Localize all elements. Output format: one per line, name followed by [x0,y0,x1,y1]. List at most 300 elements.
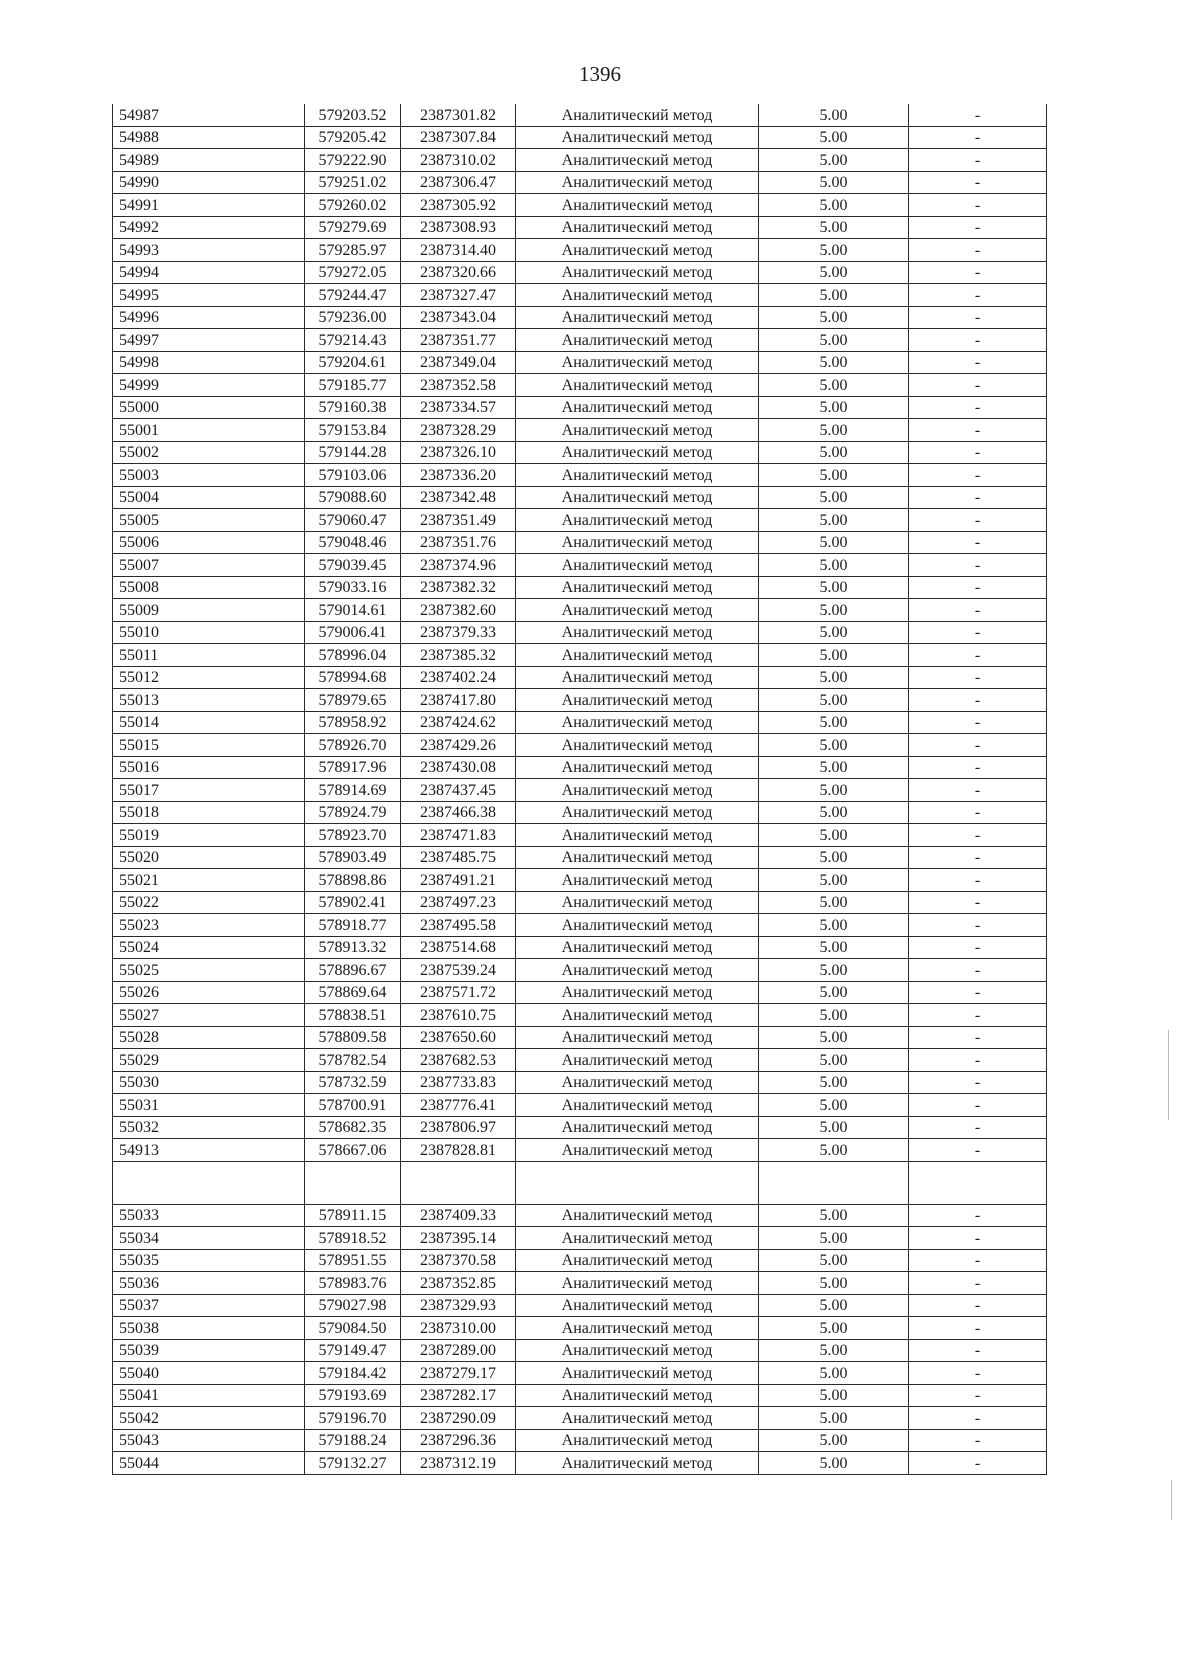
method-cell: Аналитический метод [516,1452,759,1475]
x-coordinate-cell: 578994.68 [305,666,401,689]
note-cell: - [909,981,1047,1004]
method-cell: Аналитический метод [516,261,759,284]
point-number-cell: 55035 [113,1249,305,1272]
point-number-cell: 54992 [113,216,305,239]
table-row [113,846,1047,869]
table-row [113,1362,1047,1385]
table-row [113,1407,1047,1430]
table-row [113,779,1047,802]
note-cell: - [909,824,1047,847]
note-cell: - [909,1139,1047,1162]
note-cell: - [909,149,1047,172]
table-row [113,351,1047,374]
y-coordinate-cell: 2387382.32 [401,576,516,599]
y-coordinate-cell: 2387379.33 [401,621,516,644]
x-coordinate-cell: 579033.16 [305,576,401,599]
accuracy-cell: 5.00 [759,1139,909,1162]
method-cell: Аналитический метод [516,149,759,172]
y-coordinate-cell: 2387650.60 [401,1026,516,1049]
point-number-cell: 55020 [113,846,305,869]
method-cell [516,1161,759,1204]
note-cell: - [909,644,1047,667]
accuracy-cell: 5.00 [759,261,909,284]
page-number: 1396 [579,62,621,86]
y-coordinate-cell: 2387301.82 [401,104,516,126]
point-number-cell: 55005 [113,509,305,532]
x-coordinate-cell: 578898.86 [305,869,401,892]
accuracy-cell: 5.00 [759,801,909,824]
accuracy-cell: 5.00 [759,509,909,532]
point-number-cell: 55042 [113,1407,305,1430]
table-row [113,711,1047,734]
note-cell: - [909,711,1047,734]
accuracy-cell: 5.00 [759,216,909,239]
note-cell: - [909,194,1047,217]
point-number-cell: 55039 [113,1339,305,1362]
scan-artifact [1171,1480,1172,1520]
table-row [113,306,1047,329]
y-coordinate-cell: 2387308.93 [401,216,516,239]
y-coordinate-cell: 2387370.58 [401,1249,516,1272]
y-coordinate-cell: 2387314.40 [401,239,516,262]
table-row [113,509,1047,532]
note-cell: - [909,216,1047,239]
note-cell: - [909,734,1047,757]
scan-artifact [1168,1030,1169,1120]
note-cell: - [909,261,1047,284]
table-row [113,914,1047,937]
y-coordinate-cell: 2387485.75 [401,846,516,869]
accuracy-cell: 5.00 [759,891,909,914]
accuracy-cell: 5.00 [759,1294,909,1317]
note-cell: - [909,779,1047,802]
x-coordinate-cell: 579132.27 [305,1452,401,1475]
note-cell: - [909,1094,1047,1117]
table-row [113,756,1047,779]
table-row [113,374,1047,397]
accuracy-cell: 5.00 [759,1116,909,1139]
x-coordinate-cell: 579144.28 [305,441,401,464]
x-coordinate-cell: 578667.06 [305,1139,401,1162]
y-coordinate-cell: 2387429.26 [401,734,516,757]
note-cell: - [909,1272,1047,1295]
accuracy-cell: 5.00 [759,374,909,397]
table-row [113,644,1047,667]
point-number-cell: 55037 [113,1294,305,1317]
table-row [113,194,1047,217]
point-number-cell: 55024 [113,936,305,959]
note-cell: - [909,1071,1047,1094]
table-row [113,104,1047,126]
note-cell: - [909,1204,1047,1227]
method-cell: Аналитический метод [516,1339,759,1362]
x-coordinate-cell: 579236.00 [305,306,401,329]
method-cell: Аналитический метод [516,711,759,734]
y-coordinate-cell: 2387334.57 [401,396,516,419]
point-number-cell: 55007 [113,554,305,577]
point-number-cell: 55025 [113,959,305,982]
note-cell: - [909,554,1047,577]
x-coordinate-cell [305,1161,401,1204]
y-coordinate-cell: 2387682.53 [401,1049,516,1072]
table-row [113,621,1047,644]
accuracy-cell: 5.00 [759,1407,909,1430]
y-coordinate-cell: 2387806.97 [401,1116,516,1139]
note-cell: - [909,509,1047,532]
note-cell: - [909,1429,1047,1452]
point-number-cell: 55015 [113,734,305,757]
x-coordinate-cell: 578914.69 [305,779,401,802]
point-number-cell: 55018 [113,801,305,824]
point-number-cell: 55008 [113,576,305,599]
method-cell: Аналитический метод [516,666,759,689]
method-cell: Аналитический метод [516,846,759,869]
method-cell: Аналитический метод [516,824,759,847]
y-coordinate-cell: 2387417.80 [401,689,516,712]
point-number-cell: 55016 [113,756,305,779]
table-row [113,689,1047,712]
method-cell: Аналитический метод [516,1317,759,1340]
x-coordinate-cell: 578911.15 [305,1204,401,1227]
method-cell: Аналитический метод [516,239,759,262]
y-coordinate-cell: 2387282.17 [401,1384,516,1407]
point-number-cell: 55019 [113,824,305,847]
accuracy-cell: 5.00 [759,126,909,149]
table-row [113,801,1047,824]
table-row [113,554,1047,577]
point-number-cell: 55026 [113,981,305,1004]
note-cell: - [909,914,1047,937]
point-number-cell: 54988 [113,126,305,149]
table-row [113,1071,1047,1094]
table-row-blank [113,1161,1047,1204]
table-row [113,1429,1047,1452]
note-cell: - [909,756,1047,779]
x-coordinate-cell: 579188.24 [305,1429,401,1452]
x-coordinate-cell: 579272.05 [305,261,401,284]
table-row [113,1227,1047,1250]
point-number-cell: 55040 [113,1362,305,1385]
table-row [113,1094,1047,1117]
point-number-cell: 54994 [113,261,305,284]
accuracy-cell: 5.00 [759,531,909,554]
point-number-cell: 54995 [113,284,305,307]
method-cell: Аналитический метод [516,936,759,959]
y-coordinate-cell: 2387610.75 [401,1004,516,1027]
table-row [113,171,1047,194]
x-coordinate-cell: 578700.91 [305,1094,401,1117]
point-number-cell: 55023 [113,914,305,937]
y-coordinate-cell: 2387329.93 [401,1294,516,1317]
y-coordinate-cell: 2387514.68 [401,936,516,959]
point-number-cell: 55014 [113,711,305,734]
table-row [113,419,1047,442]
table-row [113,1452,1047,1475]
point-number-cell: 54989 [113,149,305,172]
method-cell: Аналитический метод [516,1407,759,1430]
note-cell: - [909,351,1047,374]
table-row [113,441,1047,464]
point-number-cell: 55028 [113,1026,305,1049]
accuracy-cell: 5.00 [759,464,909,487]
method-cell: Аналитический метод [516,891,759,914]
point-number-cell: 55009 [113,599,305,622]
method-cell: Аналитический метод [516,1384,759,1407]
accuracy-cell: 5.00 [759,306,909,329]
accuracy-cell: 5.00 [759,1004,909,1027]
y-coordinate-cell: 2387402.24 [401,666,516,689]
note-cell: - [909,599,1047,622]
y-coordinate-cell: 2387320.66 [401,261,516,284]
note-cell: - [909,1049,1047,1072]
accuracy-cell: 5.00 [759,441,909,464]
point-number-cell: 55033 [113,1204,305,1227]
table-row [113,666,1047,689]
y-coordinate-cell: 2387385.32 [401,644,516,667]
y-coordinate-cell: 2387312.19 [401,1452,516,1475]
accuracy-cell: 5.00 [759,1204,909,1227]
accuracy-cell: 5.00 [759,1317,909,1340]
x-coordinate-cell: 578926.70 [305,734,401,757]
table-row [113,599,1047,622]
accuracy-cell [759,1161,909,1204]
note-cell: - [909,936,1047,959]
y-coordinate-cell: 2387336.20 [401,464,516,487]
method-cell: Аналитический метод [516,419,759,442]
note-cell: - [909,891,1047,914]
note-cell: - [909,576,1047,599]
accuracy-cell: 5.00 [759,171,909,194]
x-coordinate-cell: 578896.67 [305,959,401,982]
table-row [113,216,1047,239]
x-coordinate-cell: 579279.69 [305,216,401,239]
method-cell: Аналитический метод [516,284,759,307]
x-coordinate-cell: 579203.52 [305,104,401,126]
y-coordinate-cell: 2387424.62 [401,711,516,734]
method-cell: Аналитический метод [516,756,759,779]
accuracy-cell: 5.00 [759,576,909,599]
note-cell: - [909,801,1047,824]
accuracy-cell: 5.00 [759,599,909,622]
y-coordinate-cell: 2387327.47 [401,284,516,307]
y-coordinate-cell: 2387349.04 [401,351,516,374]
note-cell: - [909,486,1047,509]
y-coordinate-cell: 2387328.29 [401,419,516,442]
point-number-cell: 54997 [113,329,305,352]
table-row [113,936,1047,959]
accuracy-cell: 5.00 [759,644,909,667]
table-row [113,1384,1047,1407]
note-cell: - [909,104,1047,126]
accuracy-cell: 5.00 [759,1429,909,1452]
table-row [113,959,1047,982]
point-number-cell: 55029 [113,1049,305,1072]
y-coordinate-cell: 2387351.49 [401,509,516,532]
accuracy-cell: 5.00 [759,779,909,802]
accuracy-cell: 5.00 [759,486,909,509]
x-coordinate-cell: 578838.51 [305,1004,401,1027]
x-coordinate-cell: 578782.54 [305,1049,401,1072]
method-cell: Аналитический метод [516,1429,759,1452]
x-coordinate-cell: 578902.41 [305,891,401,914]
point-number-cell: 55011 [113,644,305,667]
x-coordinate-cell: 578996.04 [305,644,401,667]
note-cell: - [909,306,1047,329]
accuracy-cell: 5.00 [759,1339,909,1362]
note-cell: - [909,441,1047,464]
y-coordinate-cell: 2387733.83 [401,1071,516,1094]
table-row [113,734,1047,757]
note-cell: - [909,171,1047,194]
note-cell: - [909,689,1047,712]
x-coordinate-cell: 579285.97 [305,239,401,262]
accuracy-cell: 5.00 [759,1094,909,1117]
point-number-cell: 55027 [113,1004,305,1027]
method-cell: Аналитический метод [516,441,759,464]
accuracy-cell: 5.00 [759,1249,909,1272]
point-number-cell: 55021 [113,869,305,892]
note-cell: - [909,1116,1047,1139]
table-row [113,1026,1047,1049]
note-cell: - [909,621,1047,644]
x-coordinate-cell: 578951.55 [305,1249,401,1272]
x-coordinate-cell: 579251.02 [305,171,401,194]
accuracy-cell: 5.00 [759,351,909,374]
note-cell: - [909,959,1047,982]
accuracy-cell: 5.00 [759,149,909,172]
point-number-cell: 55017 [113,779,305,802]
note-cell: - [909,239,1047,262]
x-coordinate-cell: 579006.41 [305,621,401,644]
method-cell: Аналитический метод [516,329,759,352]
table-row [113,1317,1047,1340]
x-coordinate-cell: 578809.58 [305,1026,401,1049]
x-coordinate-cell: 579222.90 [305,149,401,172]
accuracy-cell: 5.00 [759,104,909,126]
method-cell: Аналитический метод [516,374,759,397]
point-number-cell: 55034 [113,1227,305,1250]
accuracy-cell: 5.00 [759,1272,909,1295]
accuracy-cell: 5.00 [759,1026,909,1049]
note-cell: - [909,1452,1047,1475]
y-coordinate-cell: 2387296.36 [401,1429,516,1452]
method-cell: Аналитический метод [516,464,759,487]
accuracy-cell: 5.00 [759,869,909,892]
x-coordinate-cell: 578903.49 [305,846,401,869]
y-coordinate-cell: 2387343.04 [401,306,516,329]
x-coordinate-cell: 578682.35 [305,1116,401,1139]
x-coordinate-cell: 579196.70 [305,1407,401,1430]
accuracy-cell: 5.00 [759,689,909,712]
x-coordinate-cell: 578869.64 [305,981,401,1004]
table-row [113,464,1047,487]
y-coordinate-cell: 2387437.45 [401,779,516,802]
x-coordinate-cell: 579244.47 [305,284,401,307]
note-cell: - [909,419,1047,442]
point-number-cell: 55013 [113,689,305,712]
method-cell: Аналитический метод [516,486,759,509]
point-number-cell: 54998 [113,351,305,374]
x-coordinate-cell: 579014.61 [305,599,401,622]
x-coordinate-cell: 579185.77 [305,374,401,397]
note-cell [909,1161,1047,1204]
accuracy-cell: 5.00 [759,419,909,442]
x-coordinate-cell: 579260.02 [305,194,401,217]
point-number-cell: 54999 [113,374,305,397]
y-coordinate-cell: 2387497.23 [401,891,516,914]
method-cell: Аналитический метод [516,1071,759,1094]
table-row [113,891,1047,914]
point-number-cell: 55030 [113,1071,305,1094]
x-coordinate-cell: 578917.96 [305,756,401,779]
note-cell: - [909,869,1047,892]
method-cell: Аналитический метод [516,104,759,126]
method-cell: Аналитический метод [516,1272,759,1295]
table-row [113,1049,1047,1072]
y-coordinate-cell: 2387352.85 [401,1272,516,1295]
accuracy-cell: 5.00 [759,239,909,262]
y-coordinate-cell: 2387279.17 [401,1362,516,1385]
accuracy-cell: 5.00 [759,981,909,1004]
accuracy-cell: 5.00 [759,734,909,757]
method-cell: Аналитический метод [516,194,759,217]
y-coordinate-cell: 2387828.81 [401,1139,516,1162]
point-number-cell: 54987 [113,104,305,126]
table-row [113,1204,1047,1227]
method-cell: Аналитический метод [516,689,759,712]
point-number-cell: 54990 [113,171,305,194]
x-coordinate-cell: 578732.59 [305,1071,401,1094]
method-cell: Аналитический метод [516,509,759,532]
coordinates-table [112,104,1047,1475]
accuracy-cell: 5.00 [759,1362,909,1385]
accuracy-cell: 5.00 [759,666,909,689]
table-row [113,284,1047,307]
method-cell: Аналитический метод [516,1204,759,1227]
accuracy-cell: 5.00 [759,194,909,217]
x-coordinate-cell: 579205.42 [305,126,401,149]
y-coordinate-cell: 2387351.76 [401,531,516,554]
method-cell: Аналитический метод [516,1049,759,1072]
method-cell: Аналитический метод [516,126,759,149]
note-cell: - [909,284,1047,307]
accuracy-cell: 5.00 [759,914,909,937]
point-number-cell: 55031 [113,1094,305,1117]
x-coordinate-cell: 579084.50 [305,1317,401,1340]
point-number-cell: 55010 [113,621,305,644]
x-coordinate-cell: 579184.42 [305,1362,401,1385]
table-row [113,869,1047,892]
method-cell: Аналитический метод [516,1294,759,1317]
table-row [113,981,1047,1004]
x-coordinate-cell: 579149.47 [305,1339,401,1362]
note-cell: - [909,1227,1047,1250]
table-row [113,1139,1047,1162]
y-coordinate-cell: 2387491.21 [401,869,516,892]
note-cell: - [909,1339,1047,1362]
method-cell: Аналитический метод [516,959,759,982]
note-cell: - [909,1004,1047,1027]
point-number-cell: 55041 [113,1384,305,1407]
method-cell: Аналитический метод [516,531,759,554]
table-row [113,824,1047,847]
accuracy-cell: 5.00 [759,396,909,419]
y-coordinate-cell: 2387539.24 [401,959,516,982]
point-number-cell: 55036 [113,1272,305,1295]
table-row [113,396,1047,419]
method-cell: Аналитический метод [516,621,759,644]
accuracy-cell: 5.00 [759,1384,909,1407]
